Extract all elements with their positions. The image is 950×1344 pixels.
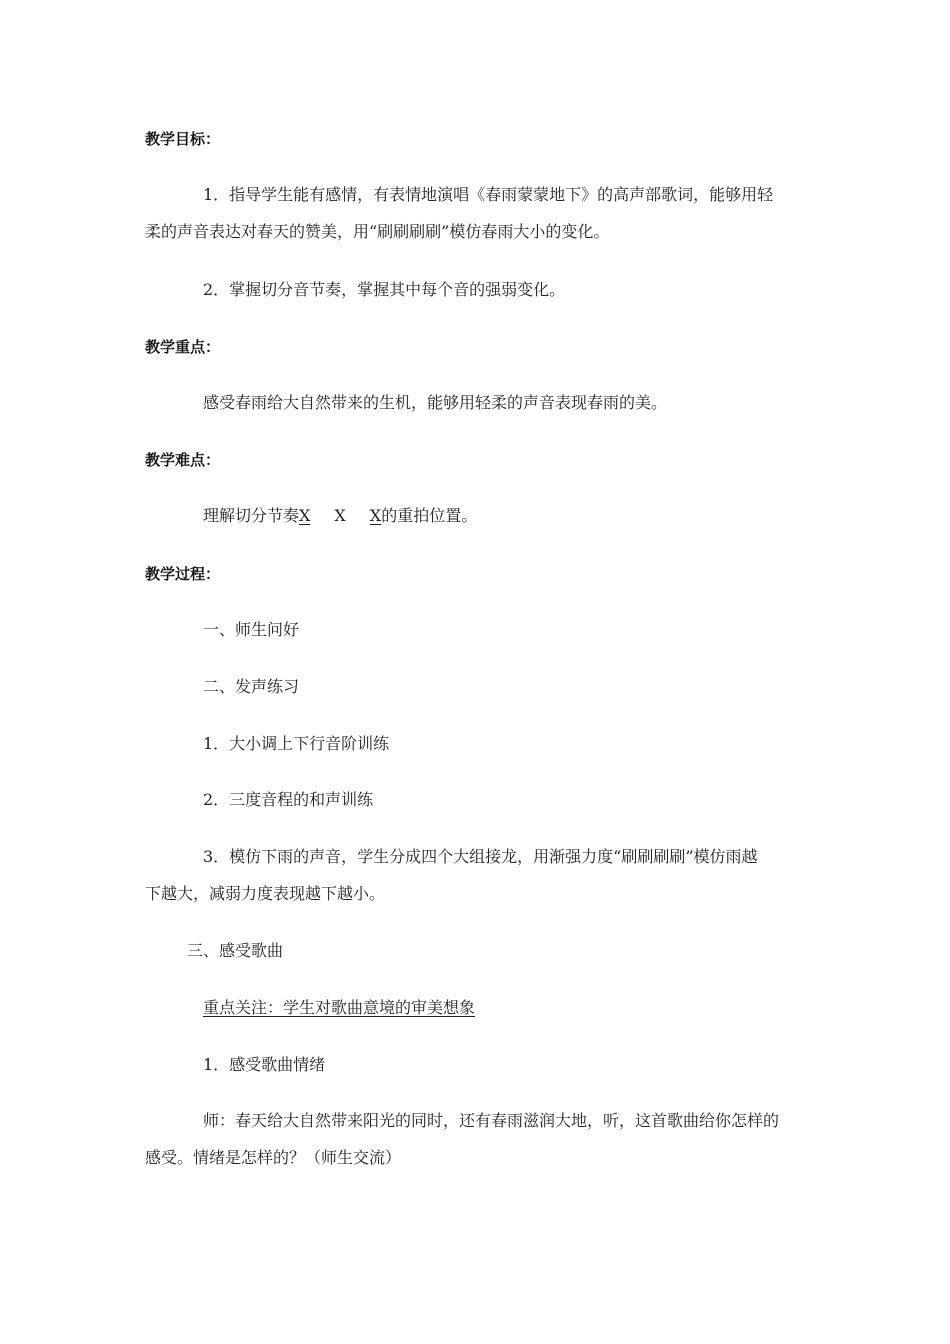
difficulties-text-prefix: 理解切分节奏	[203, 506, 300, 525]
difficulties-heading: 教学难点：	[145, 451, 221, 469]
process-step-3: 三、感受歌曲	[187, 941, 284, 960]
objective-item-1-line-1: 1．指导学生能有感情，有表情地演唱《春雨蒙蒙地下》的高声部歌词，能够用轻	[203, 185, 774, 204]
process-step-2-item-3-line-2: 下越大，减弱力度表现越下越小。	[145, 884, 386, 903]
rhythm-note-2: X	[334, 506, 346, 525]
key-points-text: 感受春雨给大自然带来的生机，能够用轻柔的声音表现春雨的美。	[203, 393, 668, 412]
process-step-2: 二、发声练习	[203, 677, 300, 696]
process-step-2-item-1: 1．大小调上下行音阶训练	[203, 734, 390, 753]
key-points-heading: 教学重点：	[145, 338, 221, 356]
difficulties-text-suffix: 的重拍位置。	[381, 506, 478, 525]
objectives-heading: 教学目标：	[145, 130, 221, 148]
focus-note: 重点关注：学生对歌曲意境的审美想象	[203, 998, 476, 1017]
process-step-2-item-3-line-1: 3．模仿下雨的声音，学生分成四个大组接龙，用渐强力度“刷刷刷刷”模仿雨越	[203, 847, 758, 866]
process-heading: 教学过程：	[145, 565, 221, 583]
rhythm-note-1: X	[299, 506, 311, 525]
process-step-1: 一、师生问好	[203, 620, 300, 639]
teacher-speech-line-2: 感受。情绪是怎样的？（师生交流）	[145, 1148, 402, 1167]
process-step-2-item-2: 2．三度音程的和声训练	[203, 790, 374, 809]
objective-item-2: 2．掌握切分音节奏，掌握其中每个音的强弱变化。	[203, 280, 566, 299]
objective-item-1-line-2: 柔的声音表达对春天的赞美，用“刷刷刷刷”模仿春雨大小的变化。	[145, 222, 610, 241]
difficulties-text	[203, 506, 477, 526]
teacher-speech-line-1: 师：春天给大自然带来阳光的同时，还有春雨滋润大地，听，这首歌曲给你怎样的	[203, 1111, 780, 1130]
rhythm-note-3: X	[369, 506, 382, 525]
process-step-3-item-1: 1．感受歌曲情绪	[203, 1055, 326, 1074]
